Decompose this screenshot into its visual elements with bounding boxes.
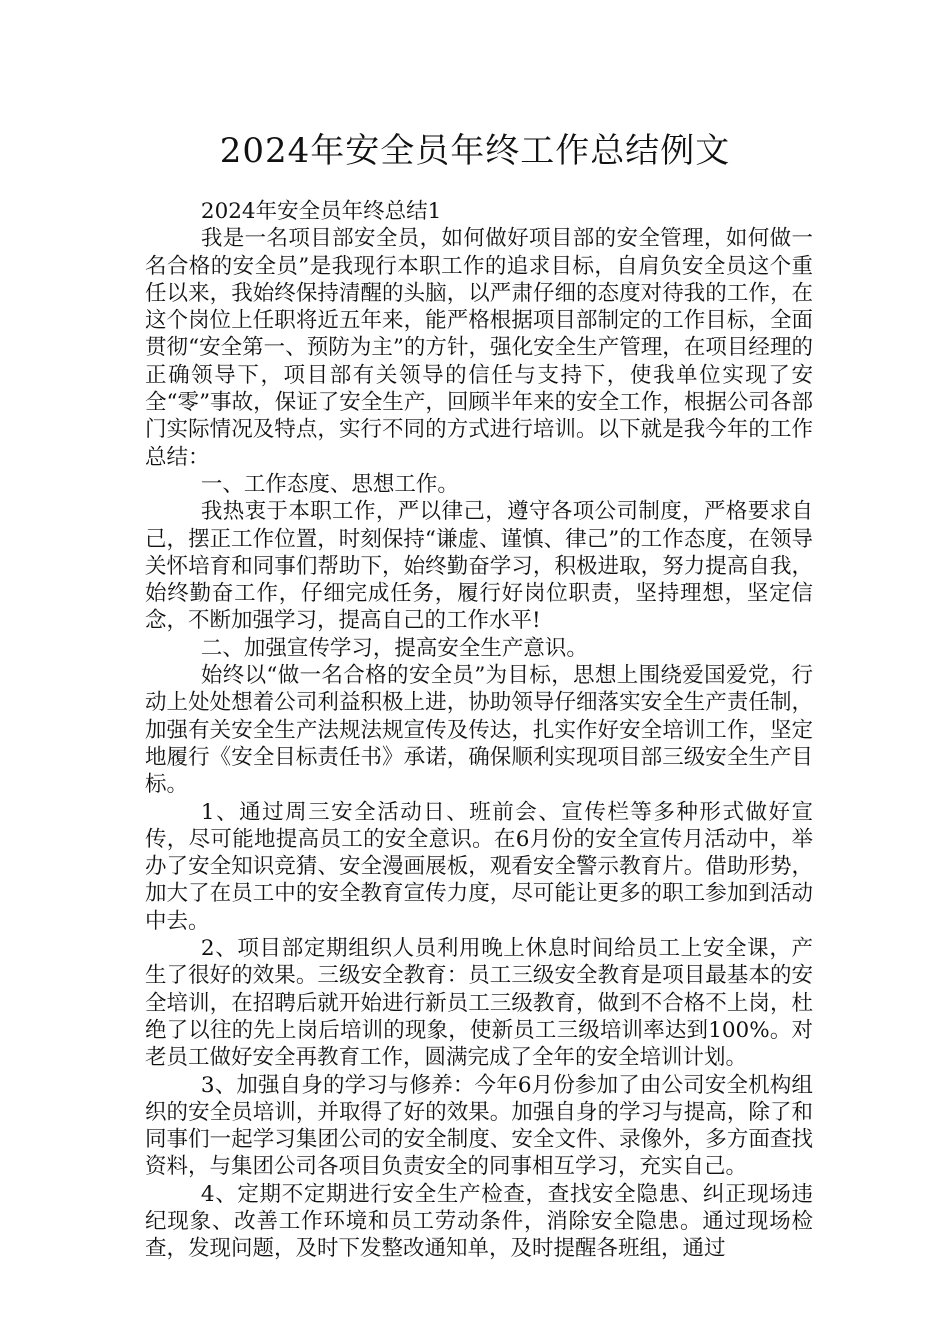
body-paragraph: 4、定期不定期进行安全生产检查，查找安全隐患、纠正现场违纪现象、改善工作环境和员工劳动条件，消除安全隐患。通过现场检查，发现问题，及时下发整改通知单，及时提醒各班组，通过 — [145, 1181, 813, 1262]
body-paragraph: 2、项目部定期组织人员利用晚上休息时间给员工上安全课，产生了很好的效果。三级安全教育：员工三级安全教育是项目最基本的安全培训，在招聘后就开始进行新员工三级教育，做到不合格不上岗，杜绝了以往的先上岗后培训的现象，使新员工三级培训率达到100%。对老员工做好安全再教育工作，圆满完成了全年的安全培训计划。 — [145, 936, 813, 1071]
document-body — [145, 198, 813, 1263]
section-heading: 2024年安全员年终总结1 — [200, 199, 442, 224]
body-paragraph: 我热衷于本职工作，严以律己，遵守各项公司制度，严格要求自己，摆正工作位置，时刻保持“谦虚、谨慎、律己”的工作态度，在领导关怀培育和同事们帮助下，始终勤奋学习，积极进取，努力提高自我，始终勤奋工作，仔细完成任务，履行好岗位职责，坚持理想，坚定信念，不断加强学习，提高自己的工作水平! — [145, 499, 813, 634]
section-heading: 二、加强宣传学习，提高安全生产意识。 — [200, 635, 588, 661]
body-paragraph: 1、通过周三安全活动日、班前会、宣传栏等多种形式做好宣传，尽可能地提高员工的安全意识。在6月份的安全宣传月活动中，举办了安全知识竞猜、安全漫画展板，观看安全警示教育片。借助形势，加大了在员工中的安全教育宣传力度，尽可能让更多的职工参加到活动中去。 — [145, 799, 813, 934]
body-paragraph: 3、加强自身的学习与修养：今年6月份参加了由公司安全机构组织的安全员培训，并取得了好的效果。加强自身的学习与提高，除了和同事们一起学习集团公司的安全制度、安全文件、录像外，多方面查找资料，与集团公司各项目负责安全的同事相互学习，充实自己。 — [145, 1072, 813, 1180]
body-paragraph: 始终以“做一名合格的安全员”为目标，思想上围绕爱国爱党，行动上处处想着公司利益积极上进，协助领导仔细落实安全生产责任制，加强有关安全生产法规法规宣传及传达，扎实作好安全培训工作，坚定地履行《安全目标责任书》承诺，确保顺利实现项目部三级安全生产目标。 — [145, 663, 813, 798]
body-paragraph: 我是一名项目部安全员，如何做好项目部的安全管理，如何做一名合格的安全员”是我现行本职工作的追求目标，自肩负安全员这个重任以来，我始终保持清醒的头脑，以严肃仔细的态度对待我的工作，在这个岗位上任职将近五年来，能严格根据项目部制定的工作目标，全面贯彻“安全第一、预防为主”的方针，强化安全生产管理，在项目经理的正确领导下，项目部有关领导的信任与支持下，使我单位实现了安全“零”事故，保证了安全生产，回顾半年来的安全工作，根据公司各部门实际情况及特点，实行不同的方式进行培训。以下就是我今年的工作总结： — [145, 226, 813, 470]
document-title: 2024年安全员年终工作总结例文 — [219, 131, 731, 171]
section-heading: 一、工作态度、思想工作。 — [200, 471, 459, 497]
